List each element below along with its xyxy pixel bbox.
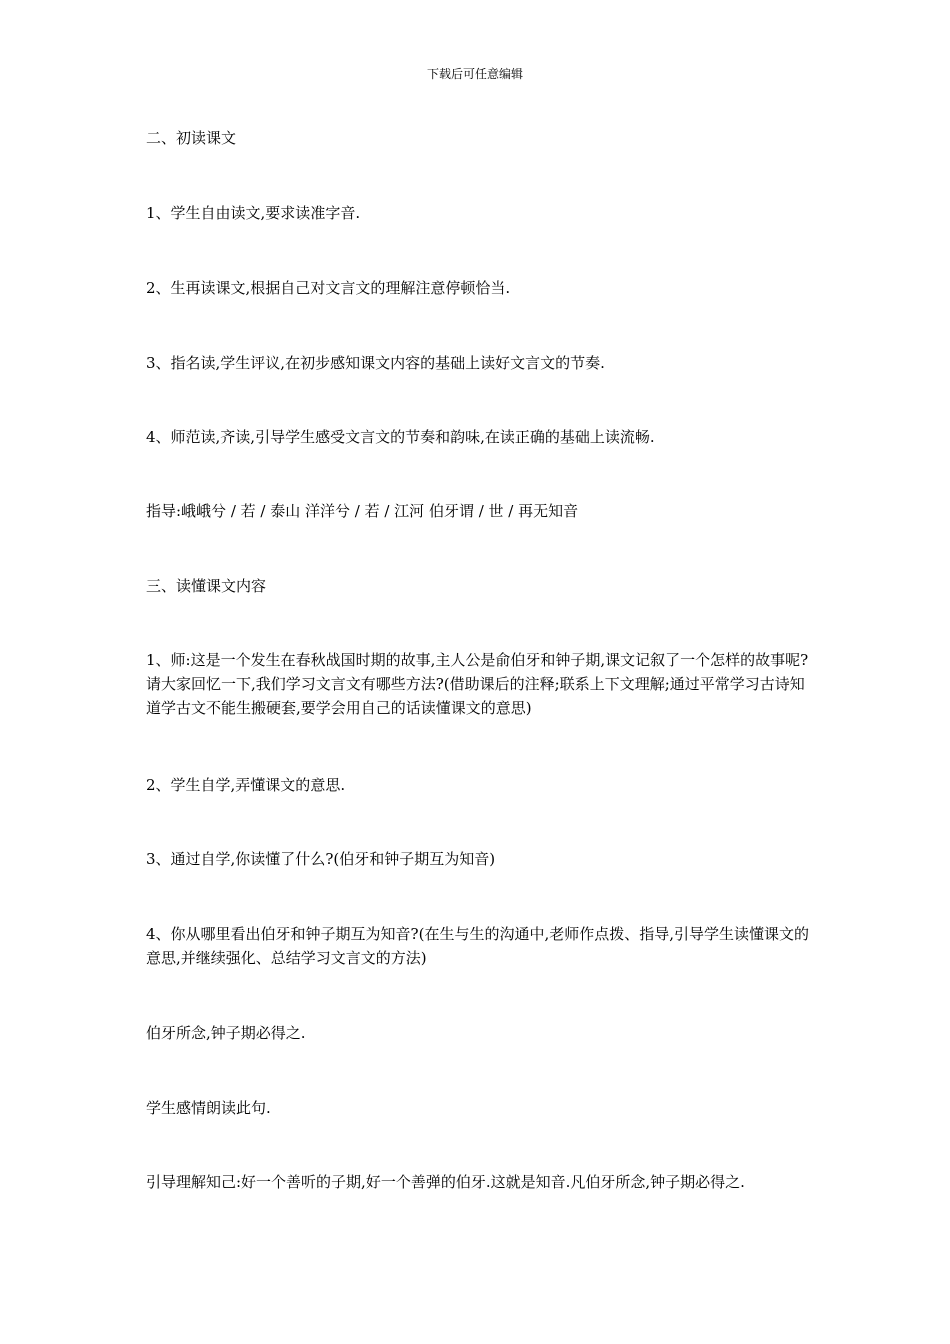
paragraph-guidance: 指导:峨峨兮 / 若 / 泰山 洋洋兮 / 若 / 江河 伯牙谓 / 世 / 再无知音 — [146, 502, 579, 520]
paragraph-item-3: 3、指名读,学生评议,在初步感知课文内容的基础上读好文言文的节奏. — [146, 354, 605, 372]
section-heading-initial-reading: 二、初读课文 — [146, 129, 237, 147]
paragraph-item-1: 1、学生自由读文,要求读准字音. — [146, 204, 361, 222]
paragraph-item-4: 4、师范读,齐读,引导学生感受文言文的节奏和韵味,在读正确的基础上读流畅. — [146, 428, 655, 446]
paragraph-quote: 伯牙所念,钟子期必得之. — [146, 1024, 306, 1042]
paragraph-understanding-friend: 引导理解知己:好一个善听的子期,好一个善弹的伯牙.这就是知音.凡伯牙所念,钟子期必得之. — [146, 1173, 745, 1191]
paragraph-emotional-reading: 学生感情朗读此句. — [146, 1099, 271, 1117]
paragraph-where-seen: 4、你从哪里看出伯牙和钟子期互为知音?(在生与生的沟通中,老师作点拨、指导,引导学生读懂课文的意思,并继续强化、总结学习文言文的方法) — [146, 925, 809, 967]
header-note: 下载后可任意编辑 — [426, 67, 523, 81]
section-heading-understanding: 三、读懂课文内容 — [146, 577, 267, 595]
paragraph-item-2: 2、生再读课文,根据自己对文言文的理解注意停顿恰当. — [146, 279, 511, 297]
paragraph-teacher-question: 1、师:这是一个发生在春秋战国时期的故事,主人公是俞伯牙和钟子期,课文记叙了一个怎样的故事呢?请大家回忆一下,我们学习文言文有哪些方法?(借助课后的注释;联系上下文理解;通过平常学习古诗知道学古文不能生搬硬套,要学会用自己的话读懂课文的意思) — [146, 651, 809, 717]
paragraph-what-learned: 3、通过自学,你读懂了什么?(伯牙和钟子期互为知音) — [146, 850, 496, 868]
paragraph-self-study: 2、学生自学,弄懂课文的意思. — [146, 776, 346, 794]
